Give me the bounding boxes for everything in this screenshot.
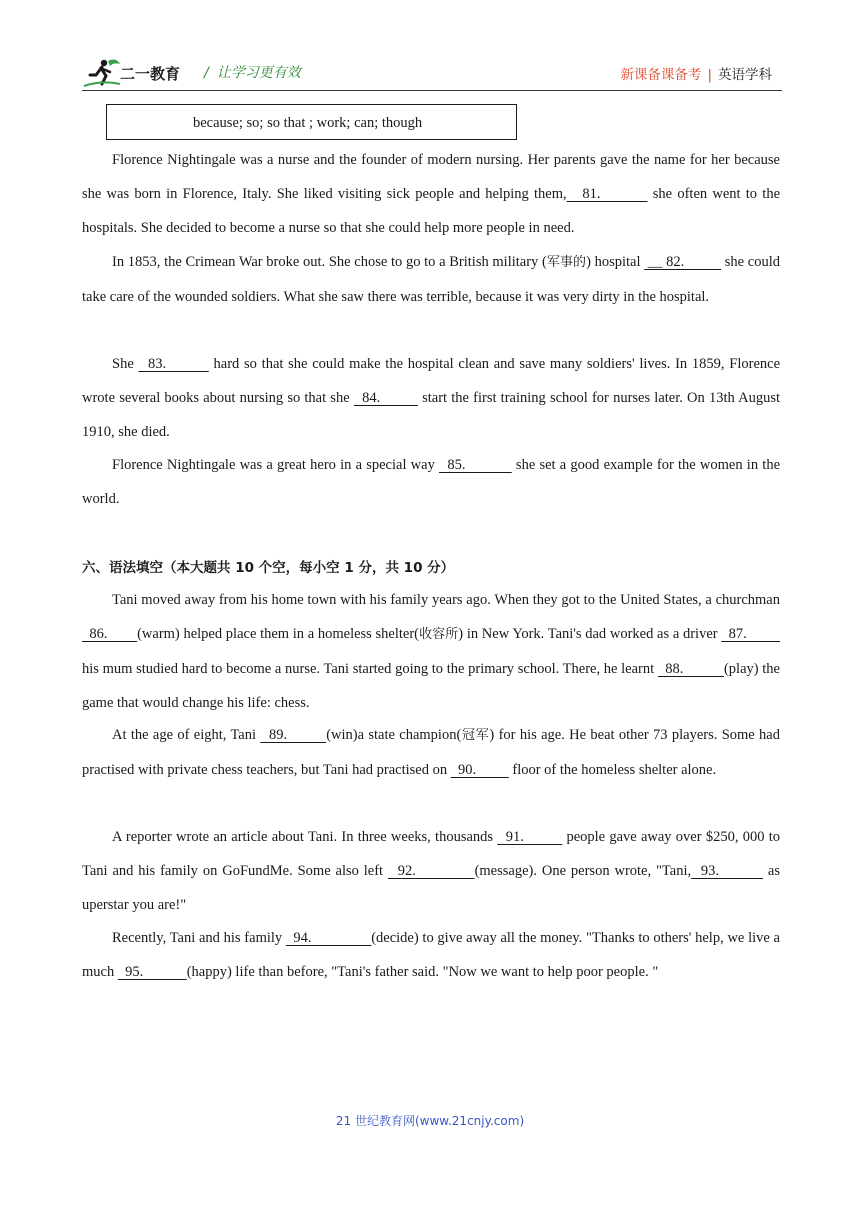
slogan: / 让学习更有效 [204, 65, 301, 81]
passage1-paragraph-3 [82, 347, 780, 449]
section-title: 六、语法填空（本大题共 10 个空，每小空 1 分，共 10 分） [82, 560, 455, 576]
chinese-gloss: 冠军 [461, 728, 490, 743]
passage1-paragraph-2 [82, 245, 780, 314]
text-run: floor of the homeless shelter alone. [508, 762, 717, 778]
page-footer: 21 世纪教育网(www.21cnjy.com) [335, 1114, 525, 1128]
blank-84[interactable]: 84. [353, 390, 418, 406]
section6-paragraph-1 [82, 583, 780, 720]
blank-92[interactable]: 92. [387, 863, 475, 879]
text-run: (play) the game that would change his life: chess. [82, 661, 780, 711]
text-run: Tani moved away from his home town with his family years ago. When they got to the United States, a churchman [112, 592, 780, 608]
blank-81[interactable]: 81. [566, 186, 648, 202]
chinese-gloss: 收容所 [419, 627, 459, 642]
text-run: she set a good example for the women in the world. [82, 457, 781, 507]
text-run: she often went to the hospitals. She decided to become a nurse so that she could help more people in need. [82, 186, 780, 236]
blank-95[interactable]: 95. [117, 964, 187, 980]
text-run: hard so that she could make the hospital clean and save many soldiers' lives. In 1859, Florence wrote several books about nursing so that she [82, 356, 781, 406]
section6-paragraph-4 [82, 921, 780, 989]
text-run: ) in New York. Tani's dad worked as a driver [458, 626, 722, 642]
word-bank-text: because; so; so that ; work; can; though [193, 115, 423, 131]
text-run: people gave away over $250, 000 to Tani and his family on GoFundMe. Some also left [82, 829, 780, 879]
page-header [82, 56, 782, 91]
blank-82[interactable]: __ 82. [644, 254, 722, 270]
blank-90[interactable]: 90. [450, 762, 509, 778]
text-run: start the first training school for nurses later. On 13th August 1910, she died. [82, 390, 781, 440]
text-run: as uperstar you are!" [82, 863, 781, 913]
text-run: his mum studied hard to become a nurse. Tani started going to the primary school. There, he learnt [82, 661, 658, 677]
runner-logo-icon [82, 58, 122, 88]
section6-paragraph-3 [82, 820, 780, 922]
section6-paragraph-2 [82, 718, 780, 787]
header-separator: | [707, 67, 712, 83]
text-run: (message). One person wrote, "Tani, [474, 863, 692, 879]
text-run: In 1853, the Crimean War broke out. She chose to go to a British military ( [112, 254, 547, 270]
blank-85[interactable]: 85. [439, 457, 512, 473]
blank-86[interactable]: 86. [82, 626, 138, 642]
text-run: ) hospital [586, 254, 645, 270]
text-run: She [112, 356, 139, 372]
slogan-text: 让学习更有效 [216, 65, 301, 81]
header-right [620, 63, 772, 83]
blank-91[interactable]: 91. [497, 829, 563, 845]
course-label: 新课备课备考 [620, 67, 702, 83]
blank-87[interactable]: 87. [721, 626, 780, 642]
text-run: (win)a state champion( [326, 727, 462, 743]
text-run: (warm) helped place them in a homeless shelter( [137, 626, 420, 642]
text-run: A reporter wrote an article about Tani. In three weeks, thousands [112, 829, 498, 845]
text-run: she could take care of the wounded soldiers. What she saw there was terrible, because it was very dirty in the hospital. [82, 254, 780, 305]
text-run: Florence Nightingale was a great hero in a special way [112, 457, 440, 473]
subject-label: 英语学科 [718, 67, 772, 83]
text-run: Recently, Tani and his family [112, 930, 286, 946]
text-run: (happy) life than before, "Tani's father said. "Now we want to help poor people. " [186, 964, 659, 980]
passage1-paragraph-1 [82, 143, 780, 245]
passage1-paragraph-4 [82, 448, 780, 516]
text-run: ) for his age. He beat other 73 players. Some had practised with private chess teachers, but Tani had practised on [82, 727, 780, 778]
word-bank-box [106, 104, 517, 140]
text-run: Florence Nightingale was a nurse and the founder of modern nursing. Her parents gave the name for her because she was born in Florence, Italy. She liked visiting sick people and helping them, [82, 152, 780, 202]
blank-94[interactable]: 94. [285, 930, 372, 946]
blank-89[interactable]: 89. [260, 727, 327, 743]
logo-text: 二一教育 [120, 65, 181, 83]
logo [82, 58, 192, 88]
blank-83[interactable]: 83. [138, 356, 209, 372]
blank-88[interactable]: 88. [657, 661, 724, 677]
blank-93[interactable]: 93. [691, 863, 764, 879]
chinese-gloss: 军事的 [546, 255, 587, 270]
text-run: At the age of eight, Tani [112, 727, 261, 743]
text-run: (decide) to give away all the money. "Thanks to others' help, we live a much [82, 930, 780, 980]
